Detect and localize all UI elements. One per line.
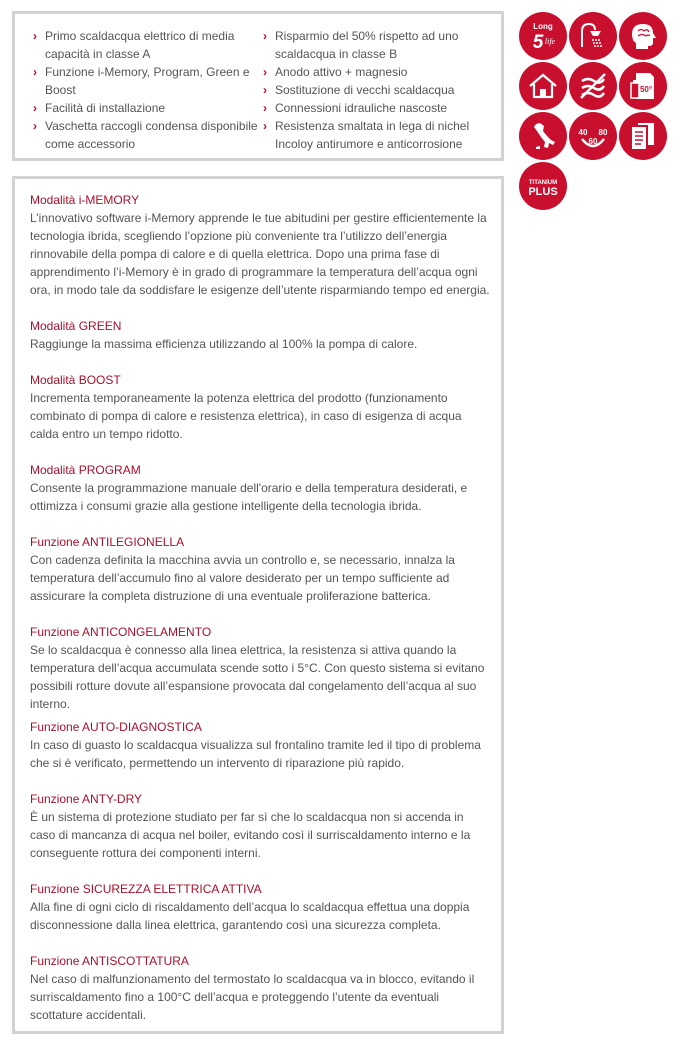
section-text: Con cadenza definita la macchina avvia un controllo e, se necessario, innalza la temperatura dell’accumulo fino al valore desiderato per un tempo sufficiente ad assicurare la completa distruzione di una eventuale proliferazione batterica. (30, 553, 455, 603)
section-title: Modalità GREEN (30, 319, 122, 333)
svg-text:Long: Long (533, 22, 553, 31)
feature-item: › Risparmio del 50% rispetto ad uno scaldacqua in classe B (263, 29, 459, 61)
section-title: Funzione ANTICONGELAMENTO (30, 625, 212, 639)
feature-item: › Anodo attivo + magnesio (263, 65, 408, 79)
chevron-right-icon: › (263, 65, 267, 79)
section-text: Nel caso di malfunzionamento del termostato lo scaldacqua va in blocco, evitando il surriscaldamento fino a 100°C dell’acqua e proteggendo l’utente da eventuali scottature accidentali. (30, 972, 475, 1022)
section-text: È un sistema di protezione studiato per far sì che lo scaldacqua non si accenda in caso di mancanza di acqua nel boiler, evitando così il surriscaldamento interno e la conseguente rottura dei componenti interni. (30, 810, 471, 860)
manual-documents-icon (619, 112, 667, 160)
section-anty-dry (30, 790, 490, 862)
svg-text:40: 40 (578, 128, 588, 137)
long-life-5-icon (519, 12, 567, 60)
section-title: Funzione ANTY-DRY (30, 792, 143, 806)
section-program (30, 461, 490, 515)
section-title: Modalità BOOST (30, 373, 121, 387)
section-title: Funzione AUTO-DIAGNOSTICA (30, 720, 202, 734)
feature-item: › Connessioni idrauliche nascoste (263, 101, 448, 115)
section-anticongelamento (30, 623, 490, 713)
section-text: Consente la programmazione manuale dell'orario e della temperatura desiderati, e ottimizza i consumi grazie alla gestione intelligente della tecnologia ibrida. (30, 481, 468, 513)
section-antiscottatura (30, 952, 490, 1024)
chevron-right-icon: › (33, 65, 37, 79)
chevron-right-icon: › (263, 119, 267, 133)
section-text: Se lo scaldacqua è connesso alla linea elettrica, la resistenza si attiva quando la temperatura dell’acqua accumulata scende sotto i 5°C. Con questo sistema si evitano possibili rotture dovute all’espansione provocata dal congelamento dell’acqua al suo interno. (30, 643, 485, 711)
feature-item: › Funzione i-Memory, Program, Green e Boost (33, 65, 250, 97)
svg-text:50°: 50° (639, 85, 653, 94)
features-right-column (263, 27, 499, 153)
chevron-right-icon: › (33, 29, 37, 43)
section-title: Funzione ANTILEGIONELLA (30, 535, 185, 549)
section-title: Funzione ANTISCOTTATURA (30, 954, 189, 968)
section-title: Modalità PROGRAM (30, 463, 141, 477)
svg-text:80: 80 (598, 128, 608, 137)
description-box (12, 176, 504, 1034)
intelligent-brain-icon (619, 12, 667, 60)
feature-item: › Resistenza smaltata in lega di nichel Incoloy antirumore e anticorrosione (263, 119, 470, 151)
section-text: L’innovativo software i-Memory apprende le tue abitudini per gestire efficientemente la tecnologia ibrida, scegliendo l’opzione più conveniente tra l’utilizzo dell’energia rinnovabile della pompa di calore e di quella elettrica. Dopo una prima fase di apprendimento l’i-Memory è in grado di programmare la temperatura dell’acqua ogni ora, in modo tale da soddisfare le esigenze dell’utente risparmiando tempo ed energia. (30, 211, 490, 297)
svg-text:PLUS: PLUS (528, 186, 558, 198)
feature-item: › Facilità di installazione (33, 101, 166, 115)
chevron-right-icon: › (263, 83, 267, 97)
chevron-right-icon: › (263, 101, 267, 115)
made-in-italy-icon (519, 112, 567, 160)
long-life-5-graphic (526, 19, 560, 53)
features-left-column (33, 27, 265, 153)
section-boost (30, 371, 490, 443)
chevron-right-icon: › (33, 119, 37, 133)
chevron-right-icon: › (33, 101, 37, 115)
shower-icon (569, 12, 617, 60)
section-title: Funzione SICUREZZA ELETTRICA ATTIVA (30, 882, 262, 896)
anti-legionella-icon (569, 62, 617, 110)
section-title: Modalità i-MEMORY (30, 193, 140, 207)
svg-text:5: 5 (532, 32, 544, 53)
titanium-plus-icon (519, 162, 567, 210)
svg-text:life: life (544, 37, 556, 46)
feature-item: › Sostituzione di vecchi scaldacqua (263, 83, 455, 97)
chevron-right-icon: › (263, 29, 267, 43)
section-text: In caso di guasto lo scaldacqua visualizza sul frontalino tramite led il tipo di problema che si è verificato, permettendo un intervento di riparazione più rapido. (30, 738, 481, 770)
section-i-memory (30, 191, 490, 299)
feature-item: › Primo scaldacqua elettrico di media capacità in classe A (33, 29, 235, 61)
features-box (12, 11, 504, 161)
house-installation-icon (519, 62, 567, 110)
section-text: Alla fine di ogni ciclo di riscaldamento dell’acqua lo scaldacqua effettua una doppia disconnessione dalla linea elettrica, garantendo così una sicurezza completa. (30, 900, 470, 932)
feature-item: › Vaschetta raccogli condensa disponibile come accessorio (33, 119, 258, 151)
section-text: Raggiunge la massima efficienza utilizzando al 100% la pompa di calore. (30, 337, 418, 351)
section-green (30, 317, 490, 353)
energy-saving-50-icon (619, 62, 667, 110)
section-sicurezza-elettrica (30, 880, 490, 934)
temperature-settings-icon (569, 112, 617, 160)
svg-text:60: 60 (588, 137, 598, 146)
section-text: Incrementa temporaneamente la potenza elettrica del prodotto (funzionamento combinato di pompa di calore e resistenza elettrica), in caso di esigenza di acqua calda entro un tempo ridotto. (30, 391, 462, 441)
svg-text:TITANIUM: TITANIUM (528, 180, 558, 186)
section-antilegionella (30, 533, 490, 605)
section-auto-diagnostica (30, 718, 490, 772)
